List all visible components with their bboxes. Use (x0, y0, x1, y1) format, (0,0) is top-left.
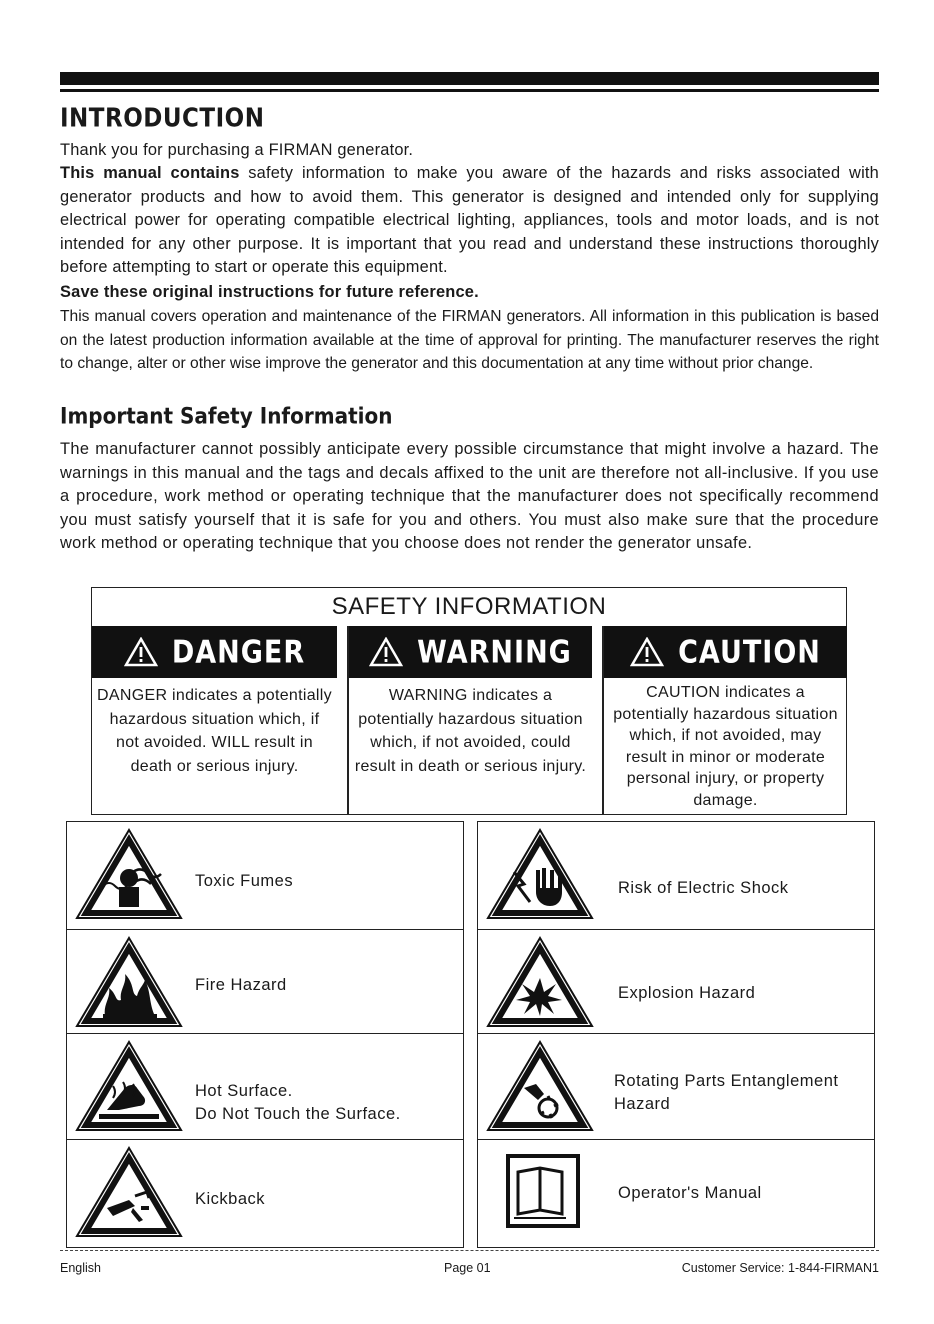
symbol-row (67, 1033, 463, 1139)
symbol-label: Fire Hazard (195, 976, 287, 994)
introduction-heading: INTRODUCTION (60, 104, 265, 134)
save-note: Save these original instructions for future reference. (60, 283, 479, 301)
safety-information-box (91, 587, 847, 815)
manual-contains-paragraph (60, 162, 879, 280)
safety-subheading: Important Safety Information (60, 402, 393, 429)
symbol-label: Operator's Manual (618, 1184, 762, 1202)
symbol-row (67, 1139, 463, 1249)
symbol-label: Toxic Fumes (195, 872, 294, 890)
caution-description: CAUTION indicates a potentially hazardous situation which, if not avoided, may result in minor or moderate personal injury, or property damage. (613, 684, 838, 809)
caution-panel (602, 626, 847, 815)
warning-header (349, 626, 592, 678)
fire-hazard-icon (73, 934, 185, 1030)
symbol-label: Hot Surface. Do Not Touch the Surface. (195, 1082, 401, 1123)
symbol-row (478, 822, 874, 929)
footer-page-number: Page 01 (444, 1261, 491, 1275)
symbol-label: Explosion Hazard (618, 984, 756, 1002)
symbol-label: Kickback (195, 1190, 266, 1208)
footer-divider (60, 1250, 879, 1251)
intro-line: Thank you for purchasing a FIRMAN generator. (60, 141, 414, 159)
explosion-hazard-icon (484, 934, 596, 1030)
symbol-row (67, 929, 463, 1033)
kickback-icon (73, 1144, 185, 1240)
danger-word: DANGER (171, 634, 306, 670)
toxic-fumes-icon (73, 826, 185, 922)
footer-language: English (60, 1261, 101, 1275)
safety-paragraph: The manufacturer cannot possibly anticipate every possible circumstance that might involve a hazard. The warnings in this manual and the tags and decals affixed to the unit are therefore not all-inclusive. If you use a procedure, work method or operating technique that the manufacturer does not specifically recommend you must satisfy yourself that it is safe for you and others. You must also make sure that the procedure work method or operating technique that you choose does not render the generator unsafe. (60, 440, 879, 553)
symbol-row (478, 1139, 874, 1249)
top-rule-thick (60, 72, 879, 85)
warning-word: WARNING (417, 634, 572, 670)
hazard-symbols-right (477, 821, 875, 1248)
hazard-symbols-left (66, 821, 464, 1248)
warning-description: WARNING indicates a potentially hazardous situation which, if not avoided, could result in death or serious injury. (354, 687, 587, 775)
electric-shock-icon (484, 826, 596, 922)
caution-word: CAUTION (678, 634, 821, 670)
symbol-row (67, 822, 463, 929)
top-rule-thin (60, 89, 879, 92)
alert-triangle-icon (124, 637, 158, 667)
manual-lead: This manual contains (60, 164, 240, 182)
hot-surface-icon (73, 1038, 185, 1134)
manual-body: safety information to make you aware of the hazards and risks associated with generator products and how to avoid them. This generator is designed and intended only for supplying electrical power for operating compatible electrical lighting, appliances, tools and motor loads, and is not intended for any other purpose. It is important that you read and understand these instructions thoroughly before attempting to start or operate this equipment. (60, 164, 879, 277)
symbol-row (478, 1033, 874, 1139)
footer-customer-service: Customer Service: 1-844-FIRMAN1 (681, 1261, 879, 1275)
alert-triangle-icon (630, 637, 664, 667)
coverage-paragraph: This manual covers operation and maintenance of the FIRMAN generators. All information in this publication is based on the latest production information available at the time of approval for printing. The manufacturer reserves the right to change, alter or other wise improve the generator and this documentation at any time without prior change. (60, 308, 879, 373)
symbol-row (478, 929, 874, 1033)
warning-panel (347, 626, 592, 815)
alert-triangle-icon (369, 637, 403, 667)
danger-header (92, 626, 337, 678)
safety-information-title: SAFETY INFORMATION (331, 593, 607, 620)
caution-header (604, 626, 847, 678)
danger-panel (92, 626, 337, 815)
danger-description: DANGER indicates a potentially hazardous situation which, if not avoided. WILL result in death or serious injury. (97, 687, 332, 775)
symbol-label: Rotating Parts Entanglement Hazard (614, 1072, 839, 1113)
operators-manual-icon (484, 1144, 596, 1240)
rotating-parts-icon (484, 1038, 596, 1134)
symbol-label: Risk of Electric Shock (618, 879, 789, 897)
